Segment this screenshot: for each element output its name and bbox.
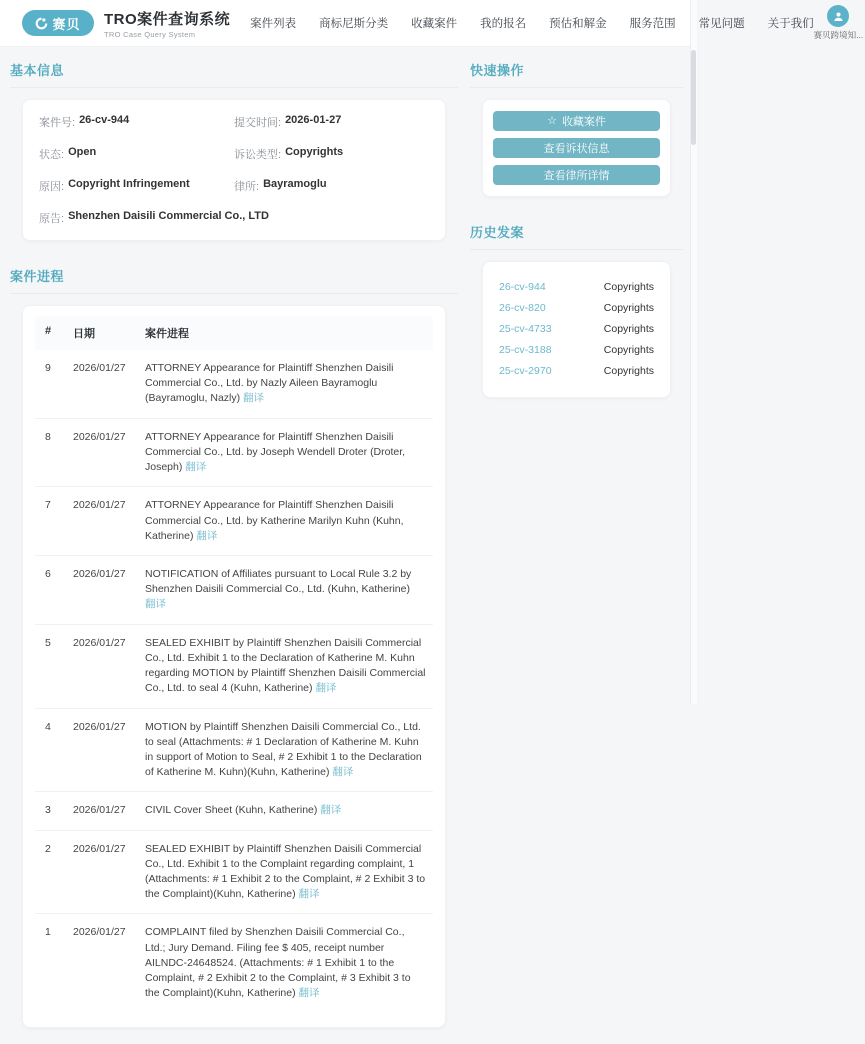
basic-info-heading: 基本信息 bbox=[10, 63, 65, 78]
case-progress-heading: 案件进程 bbox=[10, 269, 65, 284]
row-date: 2026/01/27 bbox=[73, 926, 126, 939]
basic-info-section bbox=[10, 51, 458, 241]
field-label: 案件号: bbox=[39, 117, 76, 129]
row-description-text: SEALED EXHIBIT by Plaintiff Shenzhen Daisili Commercial Co., Ltd. Exhibit 1 to the Declaration of Katherine M. Kuhn regarding MOTION by Plaintiff Shenzhen Daisili Commercial Co., Ltd. to seal 4 (Kuhn, Katherine) bbox=[145, 636, 426, 695]
field-value: 26-cv-944 bbox=[79, 114, 130, 126]
list-item bbox=[499, 318, 654, 339]
translate-link[interactable]: 翻译 bbox=[320, 804, 342, 817]
field-submit-date bbox=[234, 114, 429, 130]
table-row bbox=[35, 556, 433, 625]
field-value: Bayramoglu bbox=[263, 178, 327, 190]
history-case-type: Copyrights bbox=[603, 364, 654, 377]
row-description-text: COMPLAINT filed by Shenzhen Daisili Commercial Co., Ltd.; Jury Demand. Filing fee $ 405, receipt number AILNDC-24648524. (Attachments: # 1 Exhibit 1 to the Complaint, # 2 Exhibit 2 to the Complaint, # 3 Exhibit 3 to the Complaint)(Kuhn, Katherine) bbox=[145, 926, 411, 1000]
translate-link[interactable]: 翻译 bbox=[332, 766, 354, 779]
field-value: Copyright Infringement bbox=[68, 178, 190, 190]
row-description-text: ATTORNEY Appearance for Plaintiff Shenzhen Daisili Commercial Co., Ltd. by Katherine Marilyn Kuhn (Kuhn, Katherine) bbox=[145, 499, 404, 542]
favorite-case-button[interactable] bbox=[493, 111, 660, 131]
right-column bbox=[470, 51, 683, 1044]
history-case-link[interactable]: 26-cv-944 bbox=[499, 280, 546, 293]
field-status bbox=[39, 146, 234, 162]
translate-link[interactable]: 翻译 bbox=[196, 529, 218, 542]
main-nav bbox=[250, 15, 814, 31]
row-number: 7 bbox=[45, 499, 51, 512]
row-number: 6 bbox=[45, 567, 51, 580]
translate-link[interactable]: 翻译 bbox=[145, 598, 166, 611]
row-description bbox=[139, 487, 433, 555]
field-value: Shenzhen Daisili Commercial Co., LTD bbox=[68, 210, 269, 222]
brand-logo-text: 赛贝 bbox=[52, 16, 81, 32]
list-item bbox=[499, 297, 654, 318]
avatar[interactable] bbox=[827, 5, 849, 27]
history-case-link[interactable]: 25-cv-3188 bbox=[499, 343, 552, 356]
field-label: 律所: bbox=[234, 181, 260, 193]
row-number: 3 bbox=[45, 804, 51, 817]
history-case-type: Copyrights bbox=[603, 343, 654, 356]
row-description-text: SEALED EXHIBIT by Plaintiff Shenzhen Daisili Commercial Co., Ltd. Exhibit 1 to the Complaint regarding complaint, 1 (Attachments: # 1 Exhibit 2 to the Complaint, # 2 Exhibit 3 to the Complaint)(Kuhn, Katherine) bbox=[145, 842, 426, 901]
history-case-type: Copyrights bbox=[603, 301, 654, 314]
nav-item-service-scope[interactable]: 服务范围 bbox=[629, 18, 676, 30]
translate-link[interactable]: 翻译 bbox=[298, 888, 320, 901]
section-divider bbox=[10, 87, 458, 88]
row-description bbox=[139, 792, 433, 829]
row-number: 1 bbox=[45, 926, 51, 939]
left-column bbox=[10, 51, 458, 1044]
list-item bbox=[499, 360, 654, 381]
favorite-case-label: 收藏案件 bbox=[561, 116, 606, 128]
view-law-firm-details-button[interactable]: 查看律所详情 bbox=[493, 165, 660, 185]
history-case-link[interactable]: 25-cv-2970 bbox=[499, 364, 552, 377]
nav-item-favorites[interactable]: 收藏案件 bbox=[411, 18, 458, 30]
column-header-date: 日期 bbox=[73, 328, 95, 340]
case-progress-card bbox=[22, 305, 446, 1028]
history-case-link[interactable]: 25-cv-4733 bbox=[499, 322, 552, 335]
field-label: 诉讼类型: bbox=[234, 149, 282, 161]
nav-item-settlement-estimate[interactable]: 预估和解金 bbox=[549, 18, 607, 30]
field-label: 原告: bbox=[39, 213, 65, 225]
nav-item-nice-classification[interactable]: 商标尼斯分类 bbox=[319, 18, 389, 30]
history-cases-heading: 历史发案 bbox=[470, 225, 525, 240]
table-row bbox=[35, 419, 433, 488]
history-case-link[interactable]: 26-cv-820 bbox=[499, 301, 546, 314]
field-plaintiff bbox=[39, 210, 429, 226]
translate-link[interactable]: 翻译 bbox=[185, 461, 207, 474]
row-description-text: ATTORNEY Appearance for Plaintiff Shenzhen Daisili Commercial Co., Ltd. by Nazly Aileen Bayramoglu (Bayramoglu, Nazly) bbox=[145, 362, 394, 405]
field-label: 提交时间: bbox=[234, 117, 282, 129]
row-number: 4 bbox=[45, 720, 51, 733]
app-header bbox=[0, 0, 864, 47]
row-date: 2026/01/27 bbox=[73, 362, 126, 374]
row-description bbox=[139, 831, 433, 914]
quick-actions-section bbox=[470, 51, 683, 197]
field-case-type bbox=[234, 146, 429, 162]
quick-actions-card bbox=[482, 99, 671, 197]
field-law-firm bbox=[234, 178, 429, 194]
translate-link[interactable]: 翻译 bbox=[315, 682, 337, 695]
translate-link[interactable]: 翻译 bbox=[298, 987, 320, 1000]
app-title-block bbox=[104, 8, 230, 39]
section-divider bbox=[10, 293, 458, 294]
row-date: 2026/01/27 bbox=[73, 636, 126, 649]
row-description-text: NOTIFICATION of Affiliates pursuant to Local Rule 3.2 by Shenzhen Daisili Commercial Co., Ltd. (Kuhn, Katherine) bbox=[145, 567, 412, 596]
row-number: 8 bbox=[45, 430, 51, 443]
table-row bbox=[35, 831, 433, 915]
nav-item-my-registrations[interactable]: 我的报名 bbox=[480, 18, 527, 30]
row-date: 2026/01/27 bbox=[73, 567, 126, 580]
user-account[interactable] bbox=[814, 5, 865, 41]
history-cases-section bbox=[470, 213, 683, 398]
row-description bbox=[139, 419, 433, 487]
table-row bbox=[35, 350, 433, 419]
translate-link[interactable]: 翻译 bbox=[243, 392, 265, 405]
table-row bbox=[35, 487, 433, 556]
row-description-text: MOTION by Plaintiff Shenzhen Daisili Commercial Co., Ltd. to seal (Attachments: # 1 Declaration of Katherine M. Kuhn in support of Motion to Seal, # 2 Exhibit 1 to the Declaration of Katherine M. Kuhn)(Kuhn, Katherine) bbox=[145, 720, 422, 779]
user-icon bbox=[832, 10, 845, 23]
field-reason bbox=[39, 178, 234, 194]
scrollbar-thumb[interactable] bbox=[691, 50, 696, 145]
table-row bbox=[35, 625, 433, 709]
list-item bbox=[499, 339, 654, 360]
row-date: 2026/01/27 bbox=[73, 499, 126, 512]
row-description-text: ATTORNEY Appearance for Plaintiff Shenzhen Daisili Commercial Co., Ltd. by Joseph Wendell Droter (Droter, Joseph) bbox=[145, 430, 406, 474]
column-header-index: # bbox=[45, 325, 52, 337]
quick-actions-heading: 快速操作 bbox=[470, 63, 525, 78]
row-date: 2026/01/27 bbox=[73, 430, 126, 443]
table-header bbox=[35, 316, 433, 350]
row-description bbox=[139, 709, 433, 792]
row-number: 9 bbox=[45, 362, 51, 374]
view-complaint-info-button[interactable]: 查看诉状信息 bbox=[493, 138, 660, 158]
table-row bbox=[35, 709, 433, 793]
table-row bbox=[35, 792, 433, 830]
main-content bbox=[0, 47, 697, 1044]
row-number: 5 bbox=[45, 636, 51, 649]
saibei-logo-icon bbox=[35, 17, 48, 30]
list-item bbox=[499, 276, 654, 297]
field-value: 2026-01-27 bbox=[285, 114, 342, 126]
case-progress-section bbox=[10, 257, 458, 1028]
nav-item-case-list[interactable]: 案件列表 bbox=[250, 18, 297, 30]
star-icon: ☆ bbox=[547, 114, 557, 127]
column-header-progress: 案件进程 bbox=[145, 328, 189, 340]
row-number: 2 bbox=[45, 842, 51, 855]
scrollbar[interactable] bbox=[690, 0, 697, 704]
field-case-number bbox=[39, 114, 234, 130]
history-case-type: Copyrights bbox=[603, 280, 654, 293]
row-description-text: CIVIL Cover Sheet (Kuhn, Katherine) bbox=[145, 804, 318, 817]
brand-logo[interactable] bbox=[22, 10, 94, 36]
section-divider bbox=[470, 249, 683, 250]
basic-info-card bbox=[22, 99, 446, 241]
row-description bbox=[139, 556, 433, 624]
section-divider bbox=[470, 87, 683, 88]
field-label: 状态: bbox=[39, 149, 65, 161]
row-description bbox=[139, 914, 433, 1012]
row-date: 2026/01/27 bbox=[73, 720, 126, 733]
app-title: TRO案件查询系统 bbox=[104, 10, 231, 28]
field-value: Copyrights bbox=[285, 146, 344, 158]
nav-item-faq[interactable]: 常见问题 bbox=[698, 18, 745, 30]
user-name: 赛贝跨境知... bbox=[813, 30, 864, 40]
row-description bbox=[139, 625, 433, 708]
row-date: 2026/01/27 bbox=[73, 804, 126, 817]
row-date: 2026/01/27 bbox=[73, 842, 126, 855]
table-row bbox=[35, 914, 433, 1012]
field-value: Open bbox=[68, 146, 97, 158]
field-label: 原因: bbox=[39, 181, 65, 193]
nav-item-about[interactable]: 关于我们 bbox=[767, 18, 814, 30]
row-description bbox=[139, 350, 433, 418]
history-case-type: Copyrights bbox=[603, 322, 654, 335]
history-cases-card bbox=[482, 261, 671, 398]
app-subtitle: TRO Case Query System bbox=[104, 29, 196, 39]
